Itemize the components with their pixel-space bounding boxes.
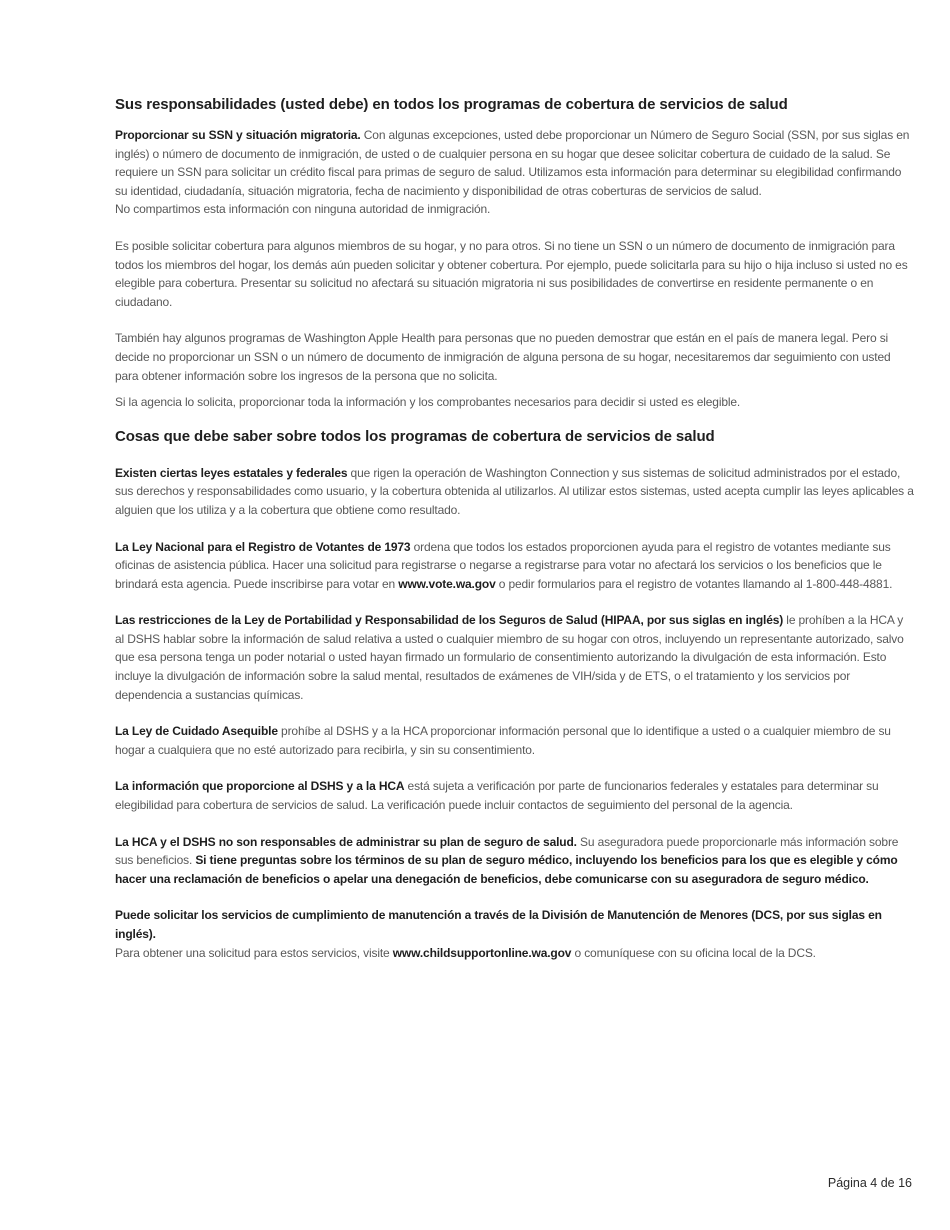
paragraph-dcs-body: Para obtener una solicitud para estos servicios, visite <box>115 945 393 960</box>
document-page <box>115 94 915 962</box>
paragraph-hipaa-lead: Las restricciones de la Ley de Portabilidad y Responsabilidad de los Seguros de Salud (HIPAA, por sus siglas en inglés) <box>115 613 784 628</box>
paragraph-agency-request: Si la agencia lo solicita, proporcionar toda la información y los comprobantes necesarios para decidir si usted es elegible. <box>115 395 741 410</box>
paragraph-laws-lead: Existen ciertas leyes estatales y federales <box>115 465 348 480</box>
paragraph-plan-body: Su aseguradora puede proporcionarle más información sobre sus beneficios. <box>115 834 899 868</box>
paragraph-information-verification <box>115 777 915 814</box>
child-support-link[interactable]: www.childsupportonline.wa.gov <box>392 945 572 960</box>
paragraph-ssn-lead: Proporcionar su SSN y situación migratoria. <box>115 128 361 142</box>
paragraph-voter-body: ordena que todos los estados proporcionen ayuda para el registro de votantes mediante sus oficinas de asistencia pública. Hacer una solicitud para registrarse o negarse a registrarse para votar no afectará los servicios o los beneficios que le brindará esta agencia. Puede inscribirse para votar en <box>115 539 891 591</box>
section-heading-things-to-know: Cosas que debe saber sobre todos los programas de cobertura de servicios de salud <box>115 427 715 445</box>
paragraph-affordable-care-act <box>115 722 915 759</box>
paragraph-aca-body: prohíbe al DSHS y a la HCA proporcionar información personal que lo identifique a usted o a cualquier miembro de su hogar a cualquiera que no esté autorizado para recibirla, y sin su consentimiento. <box>115 724 891 757</box>
paragraph-ssn-body: Con algunas excepciones, usted debe proporcionar un Número de Seguro Social (SSN, por sus siglas en inglés) o número de documento de inmigración, de usted o de cualquier persona en su hogar que desee solicitar cobertura de cuidado de la salud. Se requiere un SSN para solicitar un crédito fiscal para primas de seguro de salud. Utilizamos esta información para determinar su elegibilidad confirmando su identidad, ciudadanía, situación migratoria, fecha de nacimiento y disponibilidad de otras coberturas de servicios de salud. <box>115 128 910 198</box>
paragraph-ssn-line2: No compartimos esta información con ninguna autoridad de inmigración. <box>115 202 491 217</box>
vote-link[interactable]: www.vote.wa.gov <box>398 576 496 591</box>
paragraph-voter-lead: La Ley Nacional para el Registro de Votantes de 1973 <box>115 539 411 554</box>
paragraph-laws-body: que rigen la operación de Washington Connection y sus sistemas de solicitud administrados por el estado, sus derechos y responsabilidades como usuario, y la cobertura obtenida al utilizarlos. Al utilizar estos sistemas, usted acepta cumplir las leyes aplicables a alguien que los utiliza y a la cobertura que obtiene como resultado. <box>115 465 914 517</box>
paragraph-aca-lead: La Ley de Cuidado Asequible <box>115 724 278 739</box>
paragraph-info-lead: La información que proporcione al DSHS y a la HCA <box>115 779 405 794</box>
paragraph-voter-registration <box>115 538 915 594</box>
paragraph-plan-lead: La HCA y el DSHS no son responsables de administrar su plan de seguro de salud. <box>115 834 577 849</box>
paragraph-child-support <box>115 906 915 962</box>
paragraph-household: Es posible solicitar cobertura para algunos miembros de su hogar, y no para otros. Si no tiene un SSN o un número de documento de inmigración para todos los miembros del hogar, los demás aún pueden solicitar y obtener cobertura. Por ejemplo, puede solicitarla para su hijo o hija incluso si usted no es elegible para cobertura. Presentar su solicitud no afectará su situación migratoria ni sus posibilidades de convertirse en residente permanente o en ciudadano. <box>115 238 908 309</box>
page-number: Página 4 de 16 <box>827 1176 912 1190</box>
paragraph-dcs-tail: o comuníquese con su oficina local de la DCS. <box>571 945 816 960</box>
section-heading-responsibilities: Sus responsabilidades (usted debe) en todos los programas de cobertura de servicios de salud <box>115 96 788 113</box>
paragraph-hipaa-body: le prohíben a la HCA y al DSHS hablar sobre la información de salud relativa a usted o cualquier miembro de su hogar con otros, incluyendo un representante autorizado, salvo que esa persona tenga un poder notarial o usted hayan firmado un formulario de consentimiento autorizando la divulgación de esta información. Esto incluye la divulgación de información sobre la salud mental, resultados de exámenes de VIH/sida y de ETS, o el tratamiento y los servicios por dependencia a sustancias químicas. <box>115 613 904 702</box>
paragraph-plan-bold-tail: Si tiene preguntas sobre los términos de su plan de seguro médico, incluyendo los beneficios para los que es elegible y cómo hacer una reclamación de beneficios o apelar una denegación de beneficios, debe comunicarse con su aseguradora de seguro médico. <box>115 853 898 886</box>
paragraph-ssn <box>115 126 915 219</box>
paragraph-info-body: está sujeta a verificación por parte de funcionarios federales y estatales para determinar su elegibilidad para cobertura de servicios de salud. La verificación puede incluir contactos de seguimiento del personal de la agencia. <box>115 779 879 813</box>
paragraph-insurance-plan <box>115 833 915 889</box>
paragraph-dcs-lead: Puede solicitar los servicios de cumplimiento de manutención a través de la División de Manutención de Menores (DCS, por sus siglas en inglés). <box>115 908 882 941</box>
paragraph-hipaa <box>115 611 915 704</box>
paragraph-laws <box>115 464 915 520</box>
paragraph-apple-health: También hay algunos programas de Washington Apple Health para personas que no pueden demostrar que están en el país de manera legal. Pero si decide no proporcionar un SSN o un número de documento de inmigración de alguna persona de su hogar, necesitaremos dar seguimiento con usted para obtener información sobre los ingresos de la persona que no solicita. <box>115 331 891 383</box>
paragraph-voter-tail: o pedir formularios para el registro de votantes llamando al 1-800-448-4881. <box>495 576 893 591</box>
